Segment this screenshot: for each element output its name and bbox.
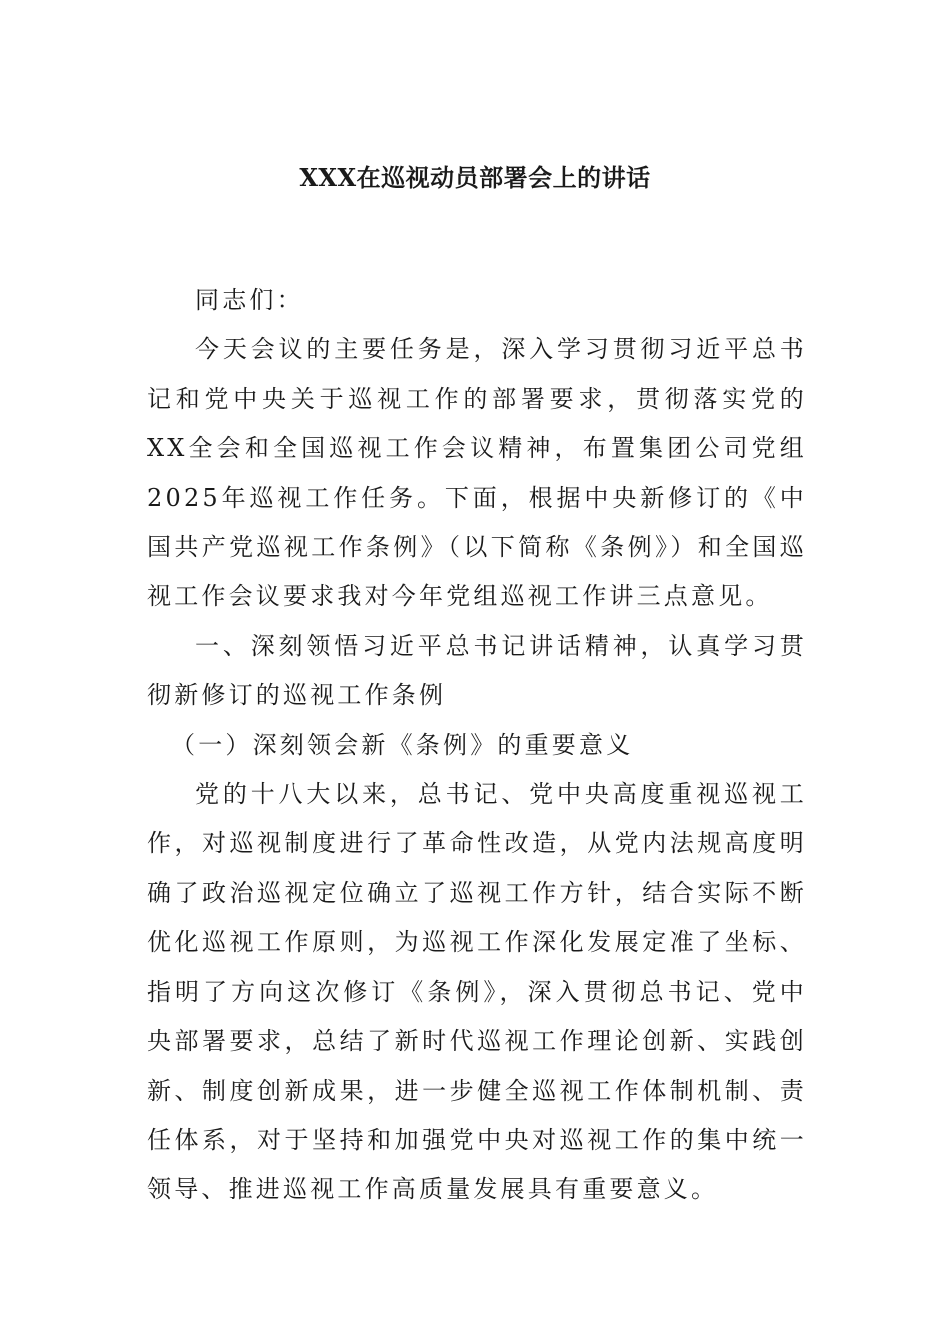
paragraph-significance: 党的十八大以来，总书记、党中央高度重视巡视工作，对巡视制度进行了革命性改造，从党内法规高度明确了政治巡视定位确立了巡视工作方针，结合实际不断优化巡视工作原则，为巡视工作深化发展定准了坐标、指明了方向这次修订《条例》，深入贯彻总书记、党中央部署要求，总结了新时代巡视工作理论创新、实践创新、制度创新成果，进一步健全巡视工作体制机制、责任体系，对于坚持和加强党中央对巡视工作的集中统一领导、推进巡视工作高质量发展具有重要意义。 — [147, 780, 807, 1204]
section-heading-1: 一、深刻领悟习近平总书记讲话精神，认真学习贯彻新修订的巡视工作条例 — [147, 631, 807, 710]
document-title: XXX在巡视动员部署会上的讲话 — [299, 163, 651, 192]
document-body — [147, 276, 807, 1215]
salutation: 同志们： — [195, 286, 304, 314]
paragraph-intro: 今天会议的主要任务是，深入学习贯彻习近平总书记和党中央关于巡视工作的部署要求，贯彻落实党的XX全会和全国巡视工作会议精神，布置集团公司党组2025年巡视工作任务。下面，根据中央新修订的《中国共产党巡视工作条例》（以下简称《条例》）和全国巡视工作会议要求我对今年党组巡视工作讲三点意见。 — [147, 335, 807, 611]
subsection-heading-1: （一）深刻领会新《条例》的重要意义 — [171, 730, 634, 759]
